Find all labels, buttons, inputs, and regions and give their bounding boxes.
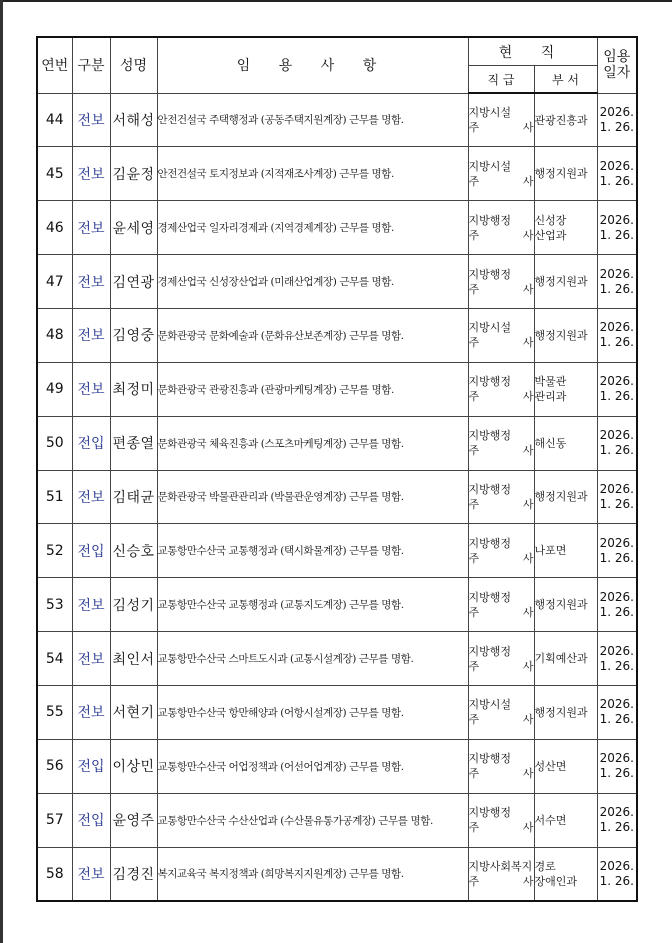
date-line2: 1. 26. <box>599 658 634 673</box>
dept-line1: 행정지원과 <box>534 705 588 719</box>
header-date-line2: 일자 <box>603 65 631 82</box>
table-row <box>37 308 637 362</box>
dept-line1: 행정지원과 <box>534 490 588 504</box>
rank-line2 <box>469 712 534 727</box>
dept-line1: 기획예산과 <box>534 652 588 666</box>
rank-line2 <box>469 120 534 135</box>
row-detail: 교통항만수산국 수산산업과 (수산물유통가공계장) 근무를 명함. <box>157 793 468 847</box>
row-type: 전보 <box>72 362 110 416</box>
row-date <box>597 416 637 470</box>
row-no: 44 <box>37 93 72 147</box>
row-name: 윤영주 <box>110 793 157 847</box>
row-dept <box>534 739 597 793</box>
rank-line2-end: 사 <box>522 282 534 296</box>
date-line2: 1. 26. <box>599 550 634 565</box>
dept-line1: 관광진흥과 <box>534 113 588 127</box>
date-line2: 1. 26. <box>599 173 634 188</box>
date-line2: 1. 26. <box>599 873 634 888</box>
rank-line2-end: 사 <box>522 228 534 242</box>
dept-line1: 박물관 <box>534 375 567 389</box>
date-line1: 2026. <box>599 858 634 873</box>
row-date <box>597 255 637 309</box>
rank-line1: 지방행정 <box>468 752 512 766</box>
rank-line2 <box>469 228 534 243</box>
row-name: 서해성 <box>110 93 157 147</box>
row-dept <box>534 524 597 578</box>
row-no: 46 <box>37 201 72 255</box>
row-name: 이상민 <box>110 739 157 793</box>
header-name: 성명 <box>110 37 157 93</box>
row-name: 편종열 <box>110 416 157 470</box>
table-row <box>37 362 637 416</box>
dept-line1: 신성장 <box>534 213 567 227</box>
row-no: 49 <box>37 362 72 416</box>
rank-line2-end: 사 <box>522 767 534 781</box>
page-edge-top <box>0 0 672 2</box>
row-type: 전보 <box>72 255 110 309</box>
rank-line2-text: 주 <box>468 390 480 404</box>
header-type: 구분 <box>72 37 110 93</box>
rank-line2-text: 주 <box>468 605 480 619</box>
row-rank <box>468 685 534 739</box>
rank-line2-end: 사 <box>522 444 534 458</box>
row-rank <box>468 362 534 416</box>
date-line2: 1. 26. <box>599 712 634 727</box>
date-line1: 2026. <box>599 428 634 443</box>
row-type: 전보 <box>72 308 110 362</box>
dept-line2: 장애인과 <box>534 874 578 888</box>
rank-line2-end: 사 <box>522 336 534 350</box>
row-rank <box>468 201 534 255</box>
rank-line2 <box>469 605 534 620</box>
row-no: 58 <box>37 847 72 901</box>
table-row <box>37 632 637 686</box>
row-type: 전보 <box>72 470 110 524</box>
rank-line2 <box>469 659 534 674</box>
row-date <box>597 632 637 686</box>
row-no: 53 <box>37 578 72 632</box>
row-no: 50 <box>37 416 72 470</box>
row-no: 51 <box>37 470 72 524</box>
row-date <box>597 308 637 362</box>
table-row <box>37 847 637 901</box>
row-rank <box>468 524 534 578</box>
rank-line2-text: 주 <box>468 174 480 188</box>
row-no: 57 <box>37 793 72 847</box>
rank-line2-end: 사 <box>522 605 534 619</box>
row-rank <box>468 308 534 362</box>
rank-line2-text: 주 <box>468 228 480 242</box>
table-row <box>37 524 637 578</box>
row-detail: 교통항만수산국 교통행정과 (택시화물계장) 근무를 명함. <box>157 524 468 578</box>
header-dept: 부 서 <box>534 66 597 94</box>
table-row <box>37 147 637 201</box>
row-type: 전보 <box>72 578 110 632</box>
rank-line2-end: 사 <box>522 659 534 673</box>
row-detail: 경제산업국 일자리경제과 (지역경제계장) 근무를 명함. <box>157 201 468 255</box>
date-line1: 2026. <box>599 104 634 119</box>
dept-line1: 행정지원과 <box>534 167 588 181</box>
rank-line1: 지방행정 <box>468 644 512 658</box>
row-date <box>597 470 637 524</box>
header-date <box>597 37 637 93</box>
row-name: 윤세영 <box>110 201 157 255</box>
rank-line1: 지방시설 <box>468 321 512 335</box>
rank-line2 <box>469 497 534 512</box>
row-rank <box>468 739 534 793</box>
row-name: 김태균 <box>110 470 157 524</box>
row-detail: 문화관광국 관광진흥과 (관광마케팅계장) 근무를 명함. <box>157 362 468 416</box>
date-line1: 2026. <box>599 266 634 281</box>
rank-line1: 지방행정 <box>468 590 512 604</box>
row-type: 전입 <box>72 739 110 793</box>
row-dept <box>534 201 597 255</box>
dept-line1: 서수면 <box>534 813 567 827</box>
date-line2: 1. 26. <box>599 443 634 458</box>
rank-line1: 지방시설 <box>468 698 512 712</box>
rank-line2-text: 주 <box>468 282 480 296</box>
date-line2: 1. 26. <box>599 820 634 835</box>
table-row <box>37 578 637 632</box>
date-line1: 2026. <box>599 535 634 550</box>
rank-line2-text: 주 <box>468 444 480 458</box>
date-line2: 1. 26. <box>599 119 634 134</box>
dept-line1: 경로 <box>534 859 556 873</box>
date-line2: 1. 26. <box>599 496 634 511</box>
dept-line1: 성산면 <box>534 759 567 773</box>
row-type: 전보 <box>72 847 110 901</box>
table-row <box>37 201 637 255</box>
row-type: 전보 <box>72 93 110 147</box>
row-name: 신승호 <box>110 524 157 578</box>
row-date <box>597 201 637 255</box>
date-line2: 1. 26. <box>599 389 634 404</box>
row-no: 48 <box>37 308 72 362</box>
row-name: 김윤정 <box>110 147 157 201</box>
date-line1: 2026. <box>599 158 634 173</box>
row-detail: 문화관광국 체육진흥과 (스포츠마케팅계장) 근무를 명함. <box>157 416 468 470</box>
row-no: 54 <box>37 632 72 686</box>
rank-line1: 지방행정 <box>468 536 512 550</box>
date-line2: 1. 26. <box>599 281 634 296</box>
row-name: 최정미 <box>110 362 157 416</box>
rank-line2-text: 주 <box>468 713 480 727</box>
date-line1: 2026. <box>599 481 634 496</box>
row-detail: 문화관광국 문화예술과 (문화유산보존계장) 근무를 명함. <box>157 308 468 362</box>
row-date <box>597 685 637 739</box>
row-dept <box>534 685 597 739</box>
row-rank <box>468 793 534 847</box>
table-body <box>37 93 637 901</box>
rank-line2-text: 주 <box>468 551 480 565</box>
row-dept <box>534 578 597 632</box>
row-name: 김성기 <box>110 578 157 632</box>
row-type: 전보 <box>72 685 110 739</box>
table-row <box>37 739 637 793</box>
rank-line2-text: 주 <box>468 121 480 135</box>
dept-line1: 해신동 <box>534 436 567 450</box>
date-line1: 2026. <box>599 589 634 604</box>
row-dept <box>534 632 597 686</box>
row-name: 김경진 <box>110 847 157 901</box>
row-type: 전입 <box>72 793 110 847</box>
rank-line2-end: 사 <box>522 821 534 835</box>
rank-line2-end: 사 <box>522 497 534 511</box>
appointment-table <box>36 36 638 902</box>
row-dept <box>534 308 597 362</box>
row-rank <box>468 847 534 901</box>
date-line1: 2026. <box>599 805 634 820</box>
rank-line2-text: 주 <box>468 497 480 511</box>
dept-line2: 산업과 <box>534 228 567 242</box>
row-detail: 문화관광국 박물관관리과 (박물관운영계장) 근무를 명함. <box>157 470 468 524</box>
rank-line1: 지방행정 <box>468 429 512 443</box>
row-dept <box>534 93 597 147</box>
rank-line1: 지방시설 <box>468 106 512 120</box>
header-rank: 직 급 <box>468 66 534 94</box>
row-date <box>597 847 637 901</box>
table-row <box>37 793 637 847</box>
row-no: 47 <box>37 255 72 309</box>
row-dept <box>534 416 597 470</box>
row-type: 전보 <box>72 147 110 201</box>
rank-line2 <box>469 174 534 189</box>
date-line2: 1. 26. <box>599 604 634 619</box>
header-date-line1: 임용 <box>603 49 631 66</box>
row-name: 김연광 <box>110 255 157 309</box>
row-detail: 경제산업국 신성장산업과 (미래산업계장) 근무를 명함. <box>157 255 468 309</box>
row-detail: 교통항만수산국 스마트도시과 (교통시설계장) 근무를 명함. <box>157 632 468 686</box>
row-name: 최인서 <box>110 632 157 686</box>
header-detail: 임 용 사 항 <box>157 37 468 93</box>
table-header <box>37 37 637 93</box>
row-date <box>597 147 637 201</box>
row-rank <box>468 93 534 147</box>
row-dept <box>534 793 597 847</box>
rank-line1: 지방사회복지 <box>468 859 533 873</box>
row-rank <box>468 147 534 201</box>
rank-line1: 지방행정 <box>468 213 512 227</box>
rank-line2 <box>469 282 534 297</box>
row-date <box>597 578 637 632</box>
dept-line1: 행정지원과 <box>534 598 588 612</box>
header-current: 현 직 <box>468 37 597 66</box>
rank-line2-end: 사 <box>522 121 534 135</box>
date-line1: 2026. <box>599 643 634 658</box>
rank-line1: 지방행정 <box>468 267 512 281</box>
row-detail: 복지교육국 복지정책과 (희망복지지원계장) 근무를 명함. <box>157 847 468 901</box>
date-line1: 2026. <box>599 374 634 389</box>
dept-line1: 행정지원과 <box>534 275 588 288</box>
row-dept <box>534 147 597 201</box>
row-rank <box>468 470 534 524</box>
dept-line1: 나포면 <box>534 544 567 558</box>
row-date <box>597 524 637 578</box>
header-row-1 <box>37 37 637 66</box>
row-date <box>597 739 637 793</box>
row-detail: 안전건설국 주택행정과 (공동주택지원계장) 근무를 명함. <box>157 93 468 147</box>
rank-line2-end: 사 <box>522 390 534 404</box>
row-type: 전입 <box>72 524 110 578</box>
date-line2: 1. 26. <box>599 227 634 242</box>
rank-line2-end: 사 <box>522 874 534 888</box>
row-date <box>597 362 637 416</box>
rank-line2-text: 주 <box>468 659 480 673</box>
rank-line2 <box>469 389 534 404</box>
page-edge-left <box>0 0 3 943</box>
row-name: 서현기 <box>110 685 157 739</box>
rank-line2 <box>469 766 534 781</box>
row-dept <box>534 847 597 901</box>
row-rank <box>468 255 534 309</box>
rank-line1: 지방행정 <box>468 482 512 496</box>
row-rank <box>468 416 534 470</box>
row-no: 55 <box>37 685 72 739</box>
row-rank <box>468 578 534 632</box>
table-row <box>37 416 637 470</box>
row-dept <box>534 362 597 416</box>
row-type: 전보 <box>72 201 110 255</box>
date-line1: 2026. <box>599 212 634 227</box>
date-line1: 2026. <box>599 320 634 335</box>
date-line1: 2026. <box>599 751 634 766</box>
date-line1: 2026. <box>599 697 634 712</box>
row-no: 52 <box>37 524 72 578</box>
row-detail: 교통항만수산국 항만해양과 (어항시설계장) 근무를 명함. <box>157 685 468 739</box>
dept-line2: 관리과 <box>534 390 567 404</box>
table-row <box>37 255 637 309</box>
row-name: 김영중 <box>110 308 157 362</box>
rank-line2-end: 사 <box>522 174 534 188</box>
date-line2: 1. 26. <box>599 766 634 781</box>
rank-line2 <box>469 551 534 566</box>
rank-line2-end: 사 <box>522 551 534 565</box>
rank-line2 <box>469 874 534 889</box>
table-row <box>37 470 637 524</box>
row-dept <box>534 255 597 309</box>
rank-line2-text: 주 <box>468 336 480 350</box>
row-detail: 교통항만수산국 어업정책과 (어선어업계장) 근무를 명함. <box>157 739 468 793</box>
rank-line2 <box>469 820 534 835</box>
table-row <box>37 685 637 739</box>
row-type: 전보 <box>72 632 110 686</box>
row-dept <box>534 470 597 524</box>
rank-line2 <box>469 335 534 350</box>
rank-line2-end: 사 <box>522 713 534 727</box>
row-type: 전입 <box>72 416 110 470</box>
header-no: 연번 <box>37 37 72 93</box>
rank-line1: 지방행정 <box>468 806 512 820</box>
row-no: 56 <box>37 739 72 793</box>
rank-line2-text: 주 <box>468 767 480 781</box>
row-no: 45 <box>37 147 72 201</box>
rank-line1: 지방시설 <box>468 159 512 173</box>
row-detail: 교통항만수산국 교통행정과 (교통지도계장) 근무를 명함. <box>157 578 468 632</box>
row-detail: 안전건설국 토지정보과 (지적재조사계장) 근무를 명함. <box>157 147 468 201</box>
date-line2: 1. 26. <box>599 335 634 350</box>
rank-line1: 지방행정 <box>468 375 512 389</box>
rank-line2-text: 주 <box>468 874 480 888</box>
rank-line2 <box>469 443 534 458</box>
row-rank <box>468 632 534 686</box>
table-row <box>37 93 637 147</box>
row-date <box>597 93 637 147</box>
rank-line2-text: 주 <box>468 821 480 835</box>
row-date <box>597 793 637 847</box>
dept-line1: 행정지원과 <box>534 328 588 342</box>
